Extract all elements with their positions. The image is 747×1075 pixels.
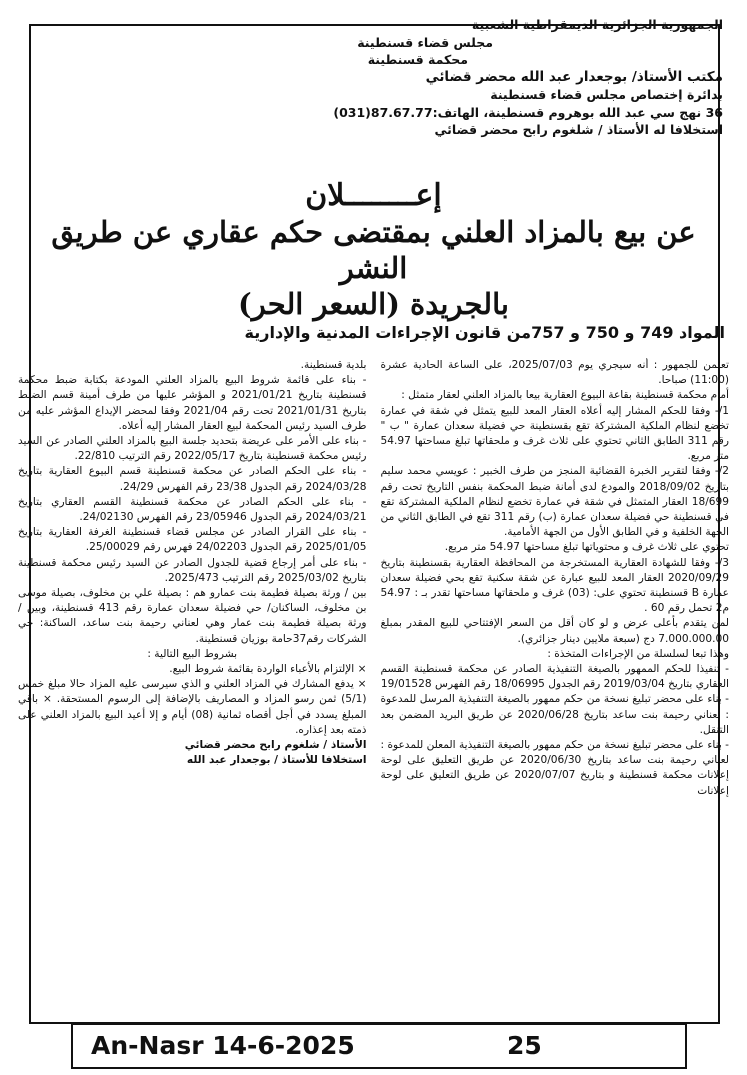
left-column [18, 358, 367, 986]
paragraph: - بناء على محضر تبليغ نسخة من حكم ممهور بالصيغة التنفيذية المعلن للمدعوة : لعناني رحيمة بنت ساعد بتاريخ 2020/06/30 عن طريق التعليق على لوحة إعلانات محكمة قسنطينة و بتاريخ 2020/07/07 عن طريق التعليق على لوحة إعلانات [380, 739, 729, 797]
paragraph: 3/- وفقا للشهادة العقارية المستخرجة من المحافظة العقارية بقسنطينة بتاريخ 2020/09/29 العقار المعد للبيع عبارة عن شقة سكنية تقع بحي فضيلة سعدان عمارة B قسنطينة تحتوي على: (03) غرف و ملحقاتها مساحتها تقدر بـ : 54.97 م2 تحمل رقم 60 . [380, 556, 729, 615]
articles-reference: المواد 749 و 750 و 757من قانون الإجراءات المدنية والإدارية [244, 323, 725, 342]
paragraph: - بناء على أمر إرجاع قضية للجدول الصادر عن السيد رئيس محكمة قسنطينة بتاريخ 2025/03/02 رقم الترتيب 2025/473. [18, 556, 367, 584]
title-line-2: عن بيع بالمزاد العلني بمقتضى حكم عقاري عن طريق النشر [51, 215, 696, 285]
paragraph: - بناء على الحكم الصادر عن محكمة قسنطينة القسم العقاري بتاريخ 2024/03/21 رقم الجدول 23/05946 رقم الفهرس 24/02130. [18, 495, 367, 524]
right-column [381, 358, 730, 986]
paragraph: تحتوي على ثلاث غرف و محتوياتها تبلغ مساحتها 54.97 متر مربع. [444, 541, 729, 554]
header-substitute: استخلافا له الأستاذ / شلغوم رابح محضر قضائي [434, 122, 723, 137]
footer-bar [71, 1023, 687, 1069]
paragraph: - تنفيذا للحكم الممهور بالصيغة التنفيذية الصادر عن محكمة قسنطينة القسم العقاري بتاريخ 2019/03/04 رقم الجدول 18/06995 رقم الفهرس 19/01528 [380, 663, 729, 691]
page-number: 25 [507, 1031, 542, 1060]
signature-line-1: الأستاذ / شلغوم رابح محضر قضائي [184, 739, 367, 752]
paragraph: بين / ورثة بصيلة فطيمة بنت عمارو هم : بصيلة علي بن مخلوف، بصيلة موسى بن مخلوف، الساكنان/ حي فضيلة سعدان عمارة رقم 413 قسنطينة، وبين / ورثة بصيلة فطيمة بنت عمار وهي لعناني رحيمة بنت ساعد، الساكنة: حي الشركات رقم37حامة بوزيان قسنطينة. [18, 587, 367, 645]
paragraph: 1/- وفقا للحكم المشار إليه أعلاه العقار المعد للبيع يتمثل في شقة في عمارة تخضع لنظام الملكية المشتركة تقع بقسنطينة حي فضيلة سعدان عمارة " ب " رقم 311 الطابق الثاني تحتوي على ثلاث غرف و ملحقاتها تبلغ مساحتها 54.97 متر مربع. [380, 404, 729, 463]
body-columns [18, 358, 729, 986]
signature-line-2: استخلافا للأستاذ / بوجعدار عبد الله [186, 754, 367, 767]
paragraph: 2/- وفقا لتقرير الخبرة القضائية المنجز من طرف الخبير : عويسي محمد سليم بتاريخ 2018/09/02 والمودع لدى أمانة ضبط المحكمة بنفس التاريخ تحت رقم 18/699 العقار المتمثل في شقة في عمارة تخضع لنظام الملكية المشتركة تقع في قسنطينة حي فضيلة سعدان عمارة (ب) رقم 311 تقع في الطابق الثاني من الجهة الخلفية و في الطابق الأول من الجهة الأمامية. [380, 465, 729, 539]
condition-item: × يدفع المشارك في المزاد العلني و الذي سيرسى عليه المزاد حالا مبلغ خمس (5/1) ثمن رسو المزاد و المصاريف بالإضافة إلى الرسوم المستحقة. × باقي المبلغ يسدد في أجل أقصاه ثمانية (08) أيام و إلا أعيد البيع بالمزاد العلني على ذمته بعد إعذاره. [18, 678, 367, 736]
paragraph: - بناء على محضر تبليغ نسخة من حكم ممهور بالصيغة التنفيذية المرسل للمدعوة : لعناني رحيمة بنت ساعد بتاريخ 2020/06/28 عن طريق البريد المضمن بعد التنقل. [380, 693, 729, 736]
paragraph: أمام محكمة قسنطينة بقاعة البيوع العقارية بيعا بالمزاد العلني لعقار متمثل : [401, 389, 729, 402]
header-office: مكتب الأستاذ/ بوجعدار عبد الله محضر قضائي [425, 68, 723, 85]
paragraph: تعلمن للجمهور : أنه سيجري يوم 2025/07/03، على الساعة الحادية عشرة (11:00) صباحا. [380, 359, 729, 387]
newspaper-date: An-Nasr 14-6-2025 [91, 1031, 355, 1060]
header-council: مجلس قضاء قسنطينة [357, 34, 493, 50]
header [83, 16, 723, 139]
paragraph: وهذا تبعا لسلسلة من الإجراءات المتخذة : [547, 647, 729, 660]
header-address: 36 نهج سي عبد الله بوهروم قسنطينة، الهاتف:87.67.77(031) [333, 104, 723, 120]
header-court: محكمة قسنطينة [367, 52, 468, 67]
paragraph: لمن يتقدم بأعلى عرض و لو كان أقل من السعر الإفتتاحي للبيع المقدر بمبلغ 7.000.000.00 دج (سبعة ملايين دينار جزائري). [380, 617, 729, 645]
header-republic: الجمهورية الجزائرية الديمقراطية الشعبية [471, 17, 723, 32]
title-line-3: بالجريدة (السعر الحر) [238, 287, 509, 321]
announcement-title [20, 178, 727, 322]
condition-item: × الإلتزام بالأعباء الواردة بقائمة شروط البيع. [169, 663, 367, 676]
conditions-heading: بشروط البيع التالية : [147, 647, 238, 660]
paragraph: - بناء على الحكم الصادر عن محكمة قسنطينة قسم البيوع العقارية بتاريخ 2024/03/28 رقم الجدول 23/38 رقم الفهرس 24/29. [18, 465, 367, 493]
paragraph: - بناء على الأمر على عريضة بتحديد جلسة البيع بالمزاد العلني الصادر عن السيد رئيس محكمة قسنطينة بتاريخ 2022/05/17 رقم الترتيب 22/810. [18, 435, 367, 463]
title-word: إعــــــــلان [305, 178, 442, 213]
paragraph: بلدية قسنطينة. [300, 359, 367, 371]
header-jurisdiction: بدائرة إختصاص مجلس قضاء قسنطينة [490, 87, 723, 102]
paragraph: - بناء على قائمة شروط البيع بالمزاد العلني المودعة بكتابة ضبط محكمة قسنطينة بتاريخ 2021/01/21 و المؤشر عليها من طرف أمينة قسم الضبط بتاريخ 2021/01/31 تحت رقم 2021/04 وفقا لمحضر الإيداع المؤشر عليه من طرف السيد رئيس المحكمة لبيع العقار المشار إليه أعلاه. [18, 374, 367, 432]
paragraph: - بناء على القرار الصادر عن مجلس قضاء قسنطينة الغرفة العقارية بتاريخ 2025/01/05 رقم الجدول 24/02203 فهرس رقم 25/00029. [18, 526, 367, 554]
